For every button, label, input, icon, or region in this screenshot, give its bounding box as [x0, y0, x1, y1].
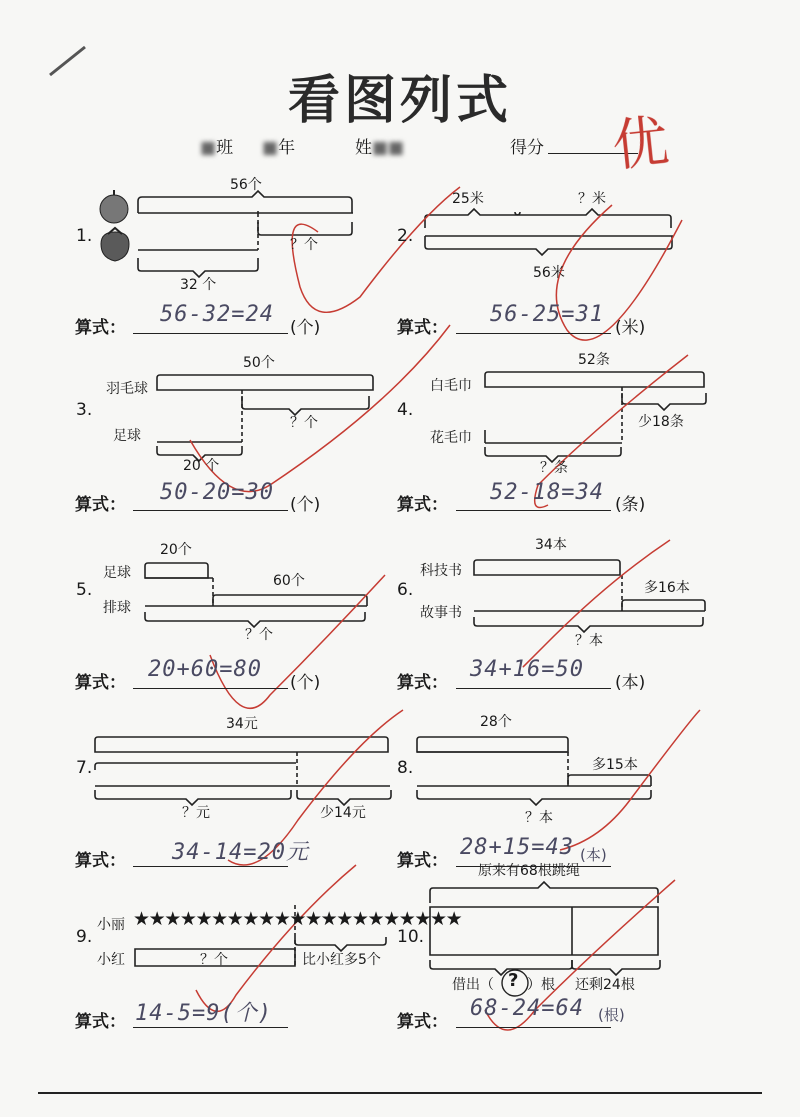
diagram-label: 56米	[533, 265, 565, 281]
class-label: ■班	[200, 138, 234, 158]
score-label: 得分	[510, 138, 544, 158]
diagram-label: 比小红多5个	[302, 952, 381, 968]
star-row: ★★★★★★★★★★★★★★★★★★★★★	[133, 908, 462, 930]
diagram-label: 32 个	[180, 277, 217, 293]
problem-number: 10.	[397, 927, 425, 947]
formula-label: 算式：	[397, 1012, 448, 1032]
diagram-label: ？个	[200, 952, 228, 968]
row-label: 羽毛球	[106, 381, 148, 397]
answer-line	[133, 510, 288, 511]
formula-label: 算式：	[397, 495, 448, 515]
diagram-label: ？本	[525, 810, 553, 826]
diagram-label: 20 个	[183, 458, 220, 474]
problem-number: 8.	[397, 758, 414, 778]
problem-number: 5.	[76, 580, 93, 600]
score-mark: 优	[609, 109, 672, 180]
diagram-label: 34元	[226, 716, 258, 732]
diagram-label: 50个	[243, 355, 275, 371]
problem-number: 3.	[76, 400, 93, 420]
answer-line	[456, 866, 611, 867]
answer-line	[456, 1027, 611, 1028]
problem-number: 1.	[76, 226, 93, 246]
diagram-label: 20个	[160, 542, 192, 558]
problem-number: 4.	[397, 400, 414, 420]
diagram-label: ？个	[290, 237, 318, 253]
formula-label: 算式：	[75, 318, 126, 338]
answer-text: 28+15=43	[460, 835, 574, 860]
row-label: 足球	[103, 565, 131, 581]
row-label: 白毛巾	[430, 378, 472, 394]
row-label: 故事书	[420, 605, 462, 621]
problem-number: 2.	[397, 226, 414, 246]
answer-text: 52-18=34	[490, 480, 604, 505]
answer-line	[456, 333, 611, 334]
answer-text: 14-5=9(个)	[135, 1001, 272, 1026]
unit-label: (本)	[580, 846, 607, 864]
diagram-label: ？元	[182, 805, 210, 821]
diagram-label: 28个	[480, 714, 512, 730]
problem-number: 9.	[76, 927, 93, 947]
formula-label: 算式：	[75, 851, 126, 871]
diagram-label: 少18条	[638, 414, 684, 430]
answer-line	[133, 1027, 288, 1028]
answer-text: 34-14=20元	[172, 840, 309, 865]
unit-label: (米)	[615, 318, 646, 338]
question-mark-icon: ?	[508, 970, 519, 991]
diagram-label: 34本	[535, 537, 567, 553]
row-label: 小丽	[97, 917, 125, 933]
diagram-label: 25米	[452, 191, 484, 207]
page-title: 看图列式	[287, 71, 512, 131]
grade-label: ■年	[262, 138, 296, 158]
bottom-rule	[38, 1092, 762, 1094]
unit-label: (本)	[615, 673, 646, 693]
diagram-label: 少14元	[320, 805, 366, 821]
answer-text: 68-24=64	[470, 996, 584, 1021]
diagram-label: ？个	[290, 415, 318, 431]
formula-label: 算式：	[75, 1012, 126, 1032]
diagram-label: 60个	[273, 573, 305, 589]
answer-line	[133, 688, 288, 689]
answer-text: 20+60=80	[148, 657, 262, 682]
diagram-label: 原来有68根跳绳	[478, 863, 580, 879]
unit-label: (个)	[290, 495, 321, 515]
answer-text: 34+16=50	[470, 657, 584, 682]
answer-text: 50-20=30	[160, 480, 274, 505]
row-label: 小红	[97, 952, 125, 968]
row-label: 排球	[103, 600, 131, 616]
answer-line	[456, 510, 611, 511]
formula-label: 算式：	[75, 495, 126, 515]
row-label: 足球	[113, 428, 141, 444]
diagram-label: ？本	[575, 633, 603, 649]
diagram-label: ？个	[245, 627, 273, 643]
diagram-label: 多15本	[592, 757, 638, 773]
answer-text: 56-25=31	[490, 302, 604, 327]
pencil-mark	[50, 47, 85, 75]
diagram-label: 借出（	[452, 977, 494, 993]
unit-label: (根)	[598, 1006, 625, 1024]
diagram-label: ？米	[578, 191, 606, 207]
answer-line	[133, 866, 288, 867]
apple-icon	[100, 190, 128, 223]
row-label: 花毛巾	[430, 430, 472, 446]
formula-label: 算式：	[397, 318, 448, 338]
name-label: 姓■■	[355, 138, 405, 158]
problem-number: 6.	[397, 580, 414, 600]
formula-label: 算式：	[75, 673, 126, 693]
diagram-label: ？条	[540, 460, 568, 476]
answer-text: 56-32=24	[160, 302, 274, 327]
formula-label: 算式：	[397, 851, 448, 871]
diagram-label: 56个	[230, 177, 262, 193]
diagram-label: 还剩24根	[575, 977, 635, 993]
diagram-label: 多16本	[644, 580, 690, 596]
unit-label: (个)	[290, 673, 321, 693]
strawberry-icon	[101, 228, 129, 261]
diagram-label: 52条	[578, 352, 610, 368]
problem-number: 7.	[76, 758, 93, 778]
diagram-label: ）根	[527, 977, 555, 993]
unit-label: (个)	[290, 318, 321, 338]
formula-label: 算式：	[397, 673, 448, 693]
unit-label: (条)	[615, 495, 646, 515]
answer-line	[456, 688, 611, 689]
answer-line	[133, 333, 288, 334]
row-label: 科技书	[420, 563, 462, 579]
